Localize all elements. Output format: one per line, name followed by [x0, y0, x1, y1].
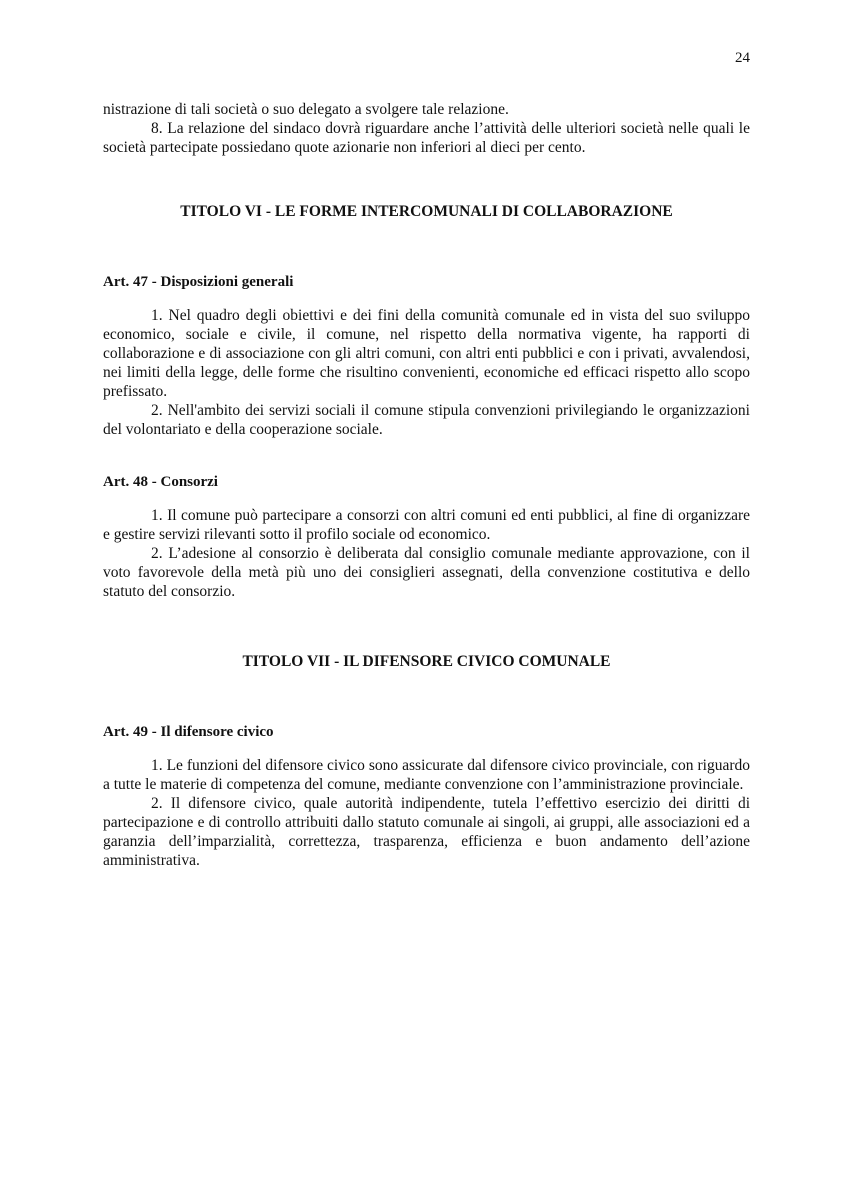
article-47-paragraph-2: 2. Nell'ambito dei servizi sociali il comune stipula convenzioni privilegiando le organizzazioni del volontariato e della cooperazione sociale. [103, 402, 750, 438]
section-title-titolo-vi: TITOLO VI - LE FORME INTERCOMUNALI DI COLLABORAZIONE [180, 203, 673, 220]
article-48-paragraph-1: 1. Il comune può partecipare a consorzi con altri comuni ed enti pubblici, al fine di organizzare e gestire servizi rilevanti sotto il profilo sociale od economico. [103, 507, 750, 543]
article-heading-49: Art. 49 - Il difensore civico [103, 724, 274, 740]
article-49-paragraph-1: 1. Le funzioni del difensore civico sono assicurate dal difensore civico provinciale, con riguardo a tutte le materie di competenza del comune, mediante convenzione con l’amministrazione provinciale. [103, 757, 750, 793]
article-47-paragraph-1: 1. Nel quadro degli obiettivi e dei fini della comunità comunale ed in vista del suo sviluppo economico, sociale e civile, il comune, nel rispetto della normativa vigente, ha rapporti di collaborazione e di associazione con gli altri comuni, con altri enti pubblici e con i privati, avvalendosi, nei limiti della legge, delle forme che risultino convenienti, economiche ed efficaci rispetto allo scopo prefissato. [103, 307, 750, 400]
article-48-paragraph-2: 2. L’adesione al consorzio è deliberata dal consiglio comunale mediante approvazione, con il voto favorevole della metà più uno dei consiglieri assegnati, della convenzione costitutiva e dello statuto del consorzio. [103, 545, 750, 600]
article-49-paragraph-2: 2. Il difensore civico, quale autorità indipendente, tutela l’effettivo esercizio dei diritti di partecipazione e di controllo attribuiti dallo statuto comunale ai singoli, ai gruppi, alle associazioni ed a garanzia dell’imparzialità, correttezza, trasparenza, efficienza e buon andamento dell’azione amministrativa. [103, 795, 750, 869]
paragraph-8: 8. La relazione del sindaco dovrà riguardare anche l’attività delle ulteriori società nelle quali le società partecipate possiedano quote azionarie non inferiori al dieci per cento. [103, 120, 750, 156]
document-body [103, 100, 750, 870]
article-heading-47: Art. 47 - Disposizioni generali [103, 274, 294, 290]
paragraph-continuation: nistrazione di tali società o suo delegato a svolgere tale relazione. [103, 101, 509, 118]
article-heading-48: Art. 48 - Consorzi [103, 474, 218, 490]
page-number: 24 [735, 50, 750, 66]
section-title-titolo-vii: TITOLO VII - IL DIFENSORE CIVICO COMUNALE [242, 653, 611, 670]
